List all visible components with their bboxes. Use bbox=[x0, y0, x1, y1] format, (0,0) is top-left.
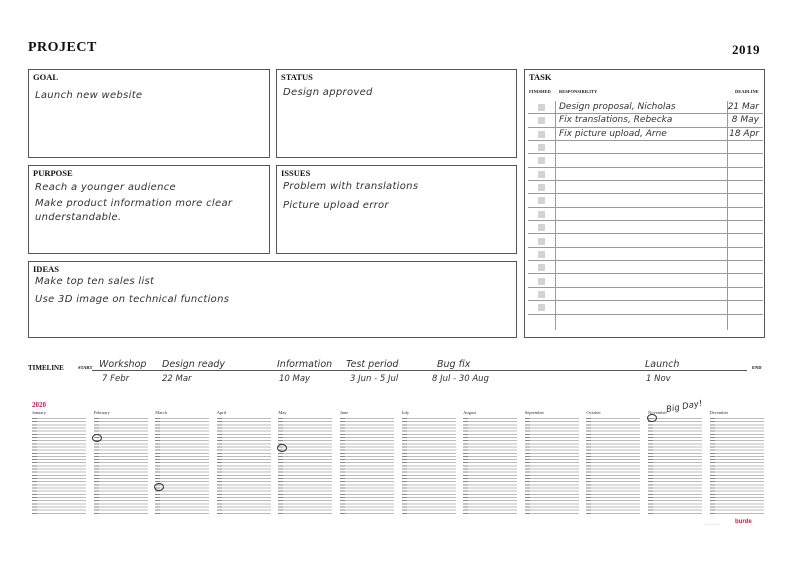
status-box[interactable] bbox=[276, 69, 517, 158]
task-finished-checkbox[interactable] bbox=[538, 197, 545, 204]
calendar-day-lines bbox=[402, 418, 456, 516]
task-responsibility: Fix translations, Rebecka bbox=[559, 115, 673, 126]
calendar-month bbox=[94, 410, 148, 516]
timeline-event: Launch bbox=[645, 359, 680, 370]
task-finished-checkbox[interactable] bbox=[538, 264, 545, 271]
goal-box[interactable] bbox=[28, 69, 270, 158]
timeline-event: Design ready bbox=[162, 359, 226, 370]
task-col-responsibility: RESPONSIBILITY bbox=[559, 89, 598, 94]
task-row[interactable] bbox=[528, 154, 763, 167]
calendar-day-lines bbox=[32, 418, 86, 516]
calendar-year: 2020 bbox=[32, 401, 46, 409]
task-deadline: 18 Apr bbox=[729, 128, 759, 139]
status-label: STATUS bbox=[281, 72, 313, 82]
task-row[interactable] bbox=[528, 221, 763, 234]
calendar-month-name: September bbox=[524, 410, 545, 415]
ideas-line: Make top ten sales list bbox=[35, 276, 155, 287]
calendar-month-name: June bbox=[340, 410, 349, 415]
purpose-line: Reach a younger audience bbox=[35, 182, 176, 193]
calendar-circle-mark bbox=[277, 444, 287, 452]
calendar-month-name: March bbox=[155, 410, 167, 415]
purpose-box[interactable] bbox=[28, 165, 270, 254]
purpose-label: PURPOSE bbox=[33, 168, 73, 178]
task-finished-checkbox[interactable] bbox=[538, 291, 545, 298]
calendar-day-lines bbox=[340, 418, 394, 516]
calendar-month-name: November bbox=[648, 410, 667, 415]
task-row[interactable] bbox=[528, 235, 763, 248]
calendar-month bbox=[32, 410, 86, 516]
task-row[interactable] bbox=[528, 275, 763, 288]
task-row[interactable] bbox=[528, 208, 763, 221]
task-row[interactable] bbox=[528, 181, 763, 194]
calendar-month bbox=[586, 410, 640, 516]
task-finished-checkbox[interactable] bbox=[538, 157, 545, 164]
timeline-date: 3 Jun - 5 Jul bbox=[350, 374, 399, 384]
timeline-event: Workshop bbox=[99, 359, 147, 370]
calendar-month bbox=[648, 410, 702, 516]
calendar-day-lines bbox=[155, 418, 209, 516]
task-row[interactable] bbox=[528, 288, 763, 301]
timeline-date: 10 May bbox=[279, 374, 311, 384]
calendar-month bbox=[155, 410, 209, 516]
timeline-event: Test period bbox=[346, 359, 399, 370]
calendar-month-name: July bbox=[401, 410, 410, 415]
issues-box[interactable] bbox=[276, 165, 517, 254]
task-finished-checkbox[interactable] bbox=[538, 131, 545, 138]
task-responsibility: Design proposal, Nicholas bbox=[559, 102, 676, 112]
calendar-month bbox=[278, 410, 332, 516]
task-row[interactable] bbox=[528, 114, 763, 127]
task-responsibility: Fix picture upload, Arne bbox=[559, 128, 667, 139]
calendar-day-lines bbox=[648, 418, 702, 516]
task-finished-checkbox[interactable] bbox=[538, 104, 545, 111]
task-col-deadline: DEADLINE bbox=[735, 89, 759, 94]
task-row[interactable] bbox=[528, 301, 763, 314]
ideas-line: Use 3D image on technical functions bbox=[35, 294, 230, 305]
task-label: TASK bbox=[529, 72, 552, 82]
goal-text: Launch new website bbox=[35, 90, 143, 101]
task-deadline: 8 May bbox=[731, 115, 759, 126]
task-row[interactable] bbox=[528, 248, 763, 261]
issues-label: ISSUES bbox=[281, 168, 311, 178]
calendar-month-name: May bbox=[278, 410, 287, 415]
calendar-day-lines bbox=[94, 418, 148, 516]
task-finished-checkbox[interactable] bbox=[538, 117, 545, 124]
calendar-day-lines bbox=[586, 418, 640, 516]
timeline-date: 8 Jul - 30 Aug bbox=[432, 374, 489, 384]
calendar-day-lines bbox=[525, 418, 579, 516]
task-row[interactable] bbox=[528, 194, 763, 207]
calendar-circle-mark bbox=[647, 414, 657, 422]
calendar-month-name: October bbox=[586, 410, 601, 415]
calendar-month bbox=[710, 410, 764, 516]
task-finished-checkbox[interactable] bbox=[538, 278, 545, 285]
calendar-month-name: August bbox=[463, 410, 477, 415]
task-finished-checkbox[interactable] bbox=[538, 144, 545, 151]
calendar-month-name: February bbox=[93, 410, 110, 415]
timeline-event: Bug fix bbox=[437, 359, 471, 370]
issues-line: Problem with translations bbox=[283, 181, 419, 192]
task-finished-checkbox[interactable] bbox=[538, 251, 545, 258]
task-row[interactable] bbox=[528, 168, 763, 181]
task-finished-checkbox[interactable] bbox=[538, 224, 545, 231]
brand-logo: burde bbox=[735, 519, 752, 525]
timeline-date: 7 Febr bbox=[102, 374, 130, 384]
status-text: Design approved bbox=[283, 87, 373, 98]
task-row[interactable] bbox=[528, 128, 763, 141]
task-row[interactable] bbox=[528, 141, 763, 154]
calendar-month bbox=[340, 410, 394, 516]
timeline-event: Information bbox=[277, 359, 333, 370]
task-row[interactable] bbox=[528, 261, 763, 274]
task-finished-checkbox[interactable] bbox=[538, 211, 545, 218]
task-row[interactable] bbox=[528, 101, 763, 114]
ideas-box[interactable] bbox=[28, 261, 517, 338]
calendar-month bbox=[463, 410, 517, 516]
calendar-day-lines bbox=[463, 418, 517, 516]
goal-label: GOAL bbox=[33, 72, 59, 82]
calendar-day-lines bbox=[278, 418, 332, 516]
task-deadline: 21 Mar bbox=[727, 102, 759, 112]
timeline-date: 1 Nov bbox=[646, 374, 671, 384]
calendar-month bbox=[402, 410, 456, 516]
ideas-label: IDEAS bbox=[33, 264, 59, 274]
calendar-month bbox=[525, 410, 579, 516]
task-col-finished: FINISHED bbox=[529, 89, 551, 94]
timeline-date: 22 Mar bbox=[162, 374, 192, 384]
task-finished-checkbox[interactable] bbox=[538, 304, 545, 311]
calendar-day-lines bbox=[217, 418, 271, 516]
timeline-label: TIMELINE bbox=[28, 364, 64, 372]
task-finished-checkbox[interactable] bbox=[538, 238, 545, 245]
purpose-line: understandable. bbox=[35, 212, 122, 223]
calendar-circle-mark bbox=[92, 434, 102, 442]
task-finished-checkbox[interactable] bbox=[538, 171, 545, 178]
calendar-month-name: December bbox=[709, 410, 729, 415]
calendar-month bbox=[217, 410, 271, 516]
page-year: 2019 bbox=[732, 42, 760, 57]
timeline-end: END bbox=[752, 365, 762, 370]
calendar-month-name: April bbox=[216, 410, 227, 415]
calendar-month-name: January bbox=[32, 410, 46, 415]
page-title: PROJECT bbox=[28, 40, 97, 55]
timeline-line bbox=[92, 370, 747, 371]
calendar-note: Big Day! bbox=[665, 398, 704, 416]
calendar-circle-mark bbox=[154, 483, 164, 491]
timeline-start: START bbox=[78, 365, 93, 370]
purpose-line: Make product information more clear bbox=[35, 198, 233, 209]
calendar-day-lines bbox=[710, 418, 764, 516]
task-finished-checkbox[interactable] bbox=[538, 184, 545, 191]
footer-fineprint: ————— bbox=[705, 522, 720, 526]
issues-line: Picture upload error bbox=[283, 200, 389, 211]
